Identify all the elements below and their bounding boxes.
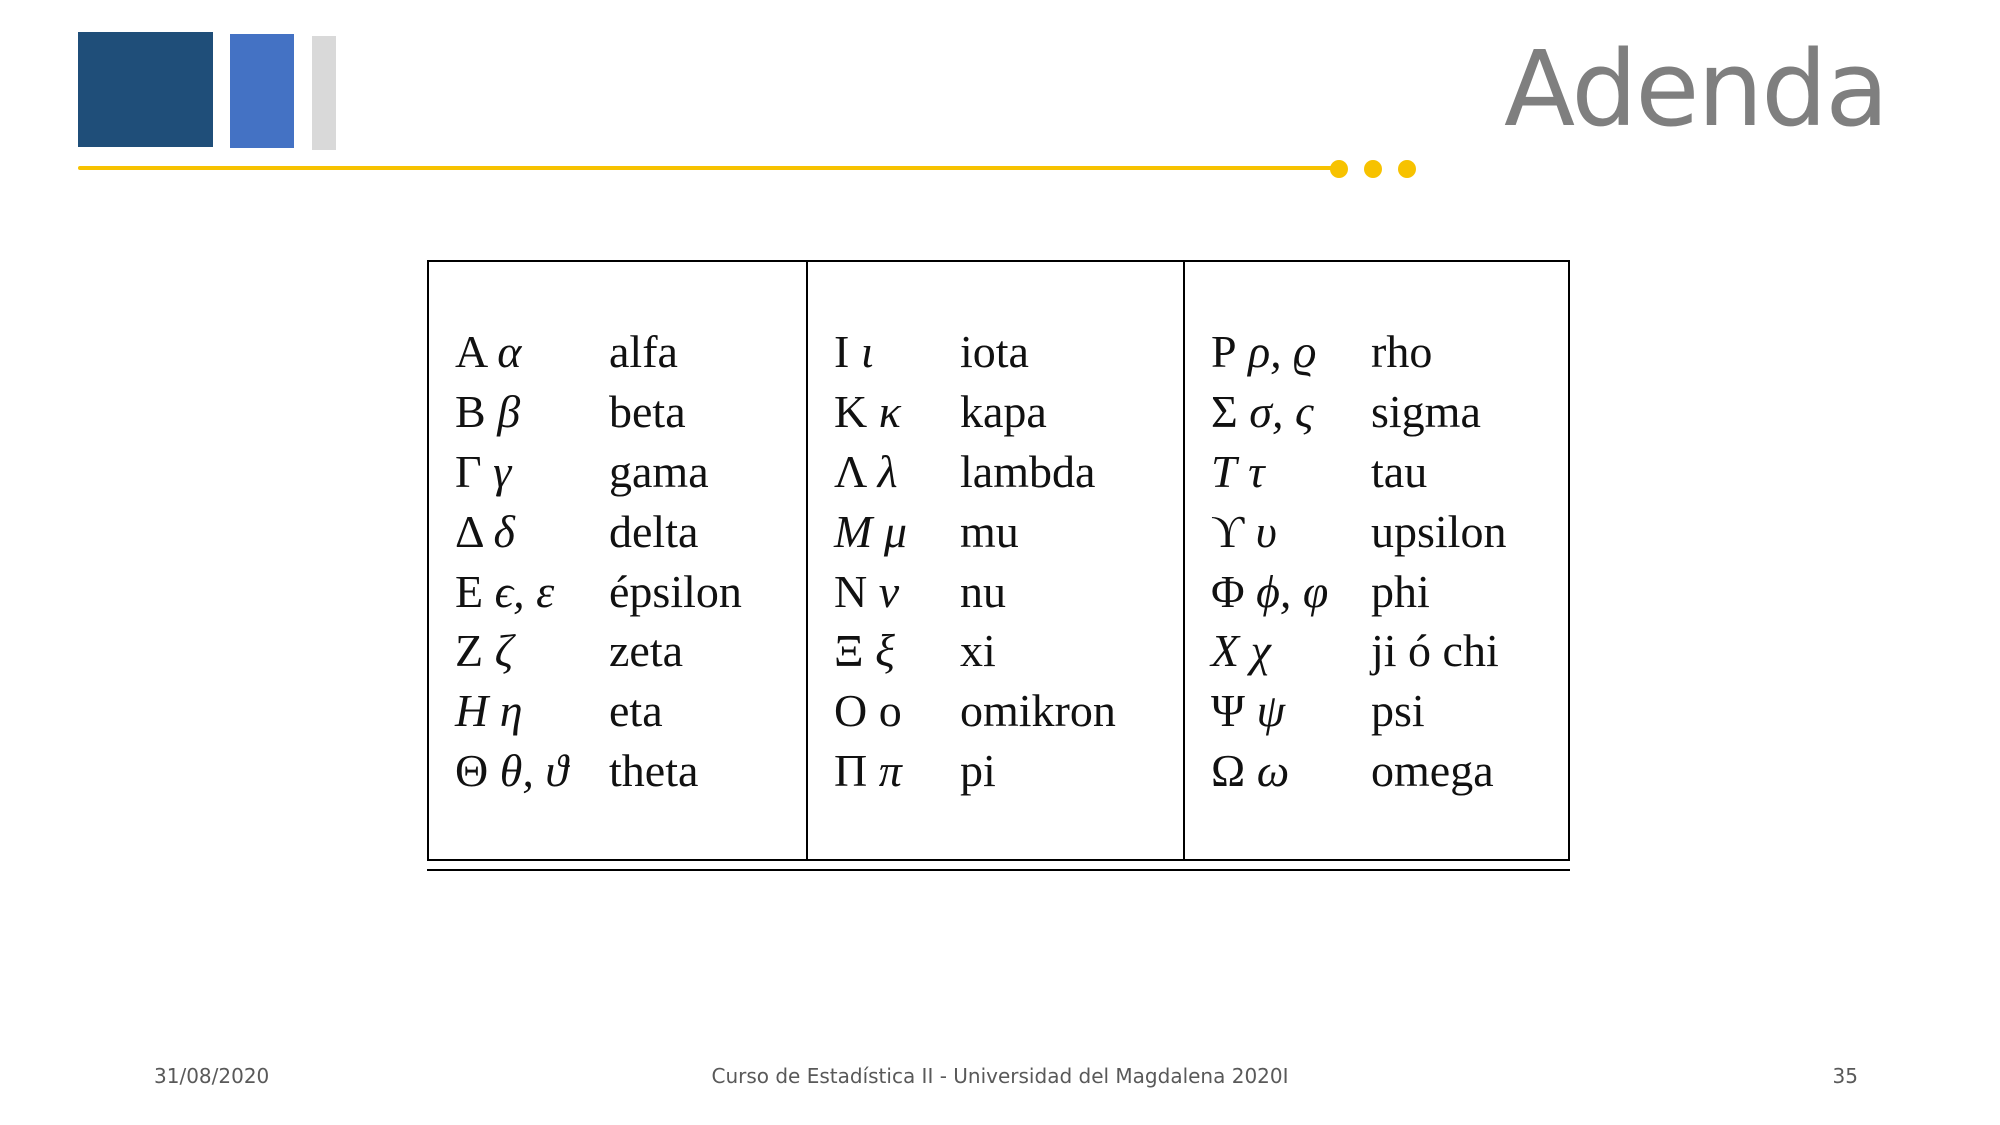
letter-symbols: Ζ ζ <box>455 625 514 677</box>
greek-letter-row <box>808 681 1183 741</box>
letter-name: nu <box>960 565 1006 617</box>
letter-symbols: M μ <box>834 505 907 557</box>
letter-symbols: Π π <box>834 744 902 796</box>
greek-letter-row <box>1185 681 1568 741</box>
letter-symbols: T τ <box>1211 445 1265 497</box>
letter-name: xi <box>960 625 996 677</box>
greek-letter-row <box>429 561 806 621</box>
table-column-1 <box>429 262 806 859</box>
greek-letter-row <box>808 322 1183 382</box>
decor-bar-gray <box>312 36 336 150</box>
greek-letter-row <box>1185 382 1568 442</box>
footer-course: Curso de Estadística II - Universidad del Magdalena 2020I <box>711 1064 1289 1088</box>
letter-symbols: Φ ϕ, φ <box>1211 565 1329 617</box>
letter-symbols: H η <box>455 685 523 737</box>
letter-symbols: Α α <box>455 326 522 378</box>
greek-letter-row <box>808 501 1183 561</box>
letter-name: tau <box>1371 445 1428 497</box>
footer-page-number: 35 <box>1832 1064 1858 1088</box>
letter-symbols: Ρ ρ, ϱ <box>1211 326 1317 378</box>
greek-letter-row <box>429 501 806 561</box>
letter-symbols: Λ λ <box>834 445 898 497</box>
letter-symbols: Ω ω <box>1211 744 1290 796</box>
table-bottom-rule <box>427 869 1570 871</box>
header-dot <box>1398 160 1416 178</box>
letter-name: phi <box>1371 565 1430 617</box>
table-column-3 <box>1183 262 1568 859</box>
greek-letter-row <box>429 621 806 681</box>
greek-letter-row <box>808 382 1183 442</box>
greek-letter-row <box>429 382 806 442</box>
letter-symbols: Ε ϵ, ε <box>455 565 555 617</box>
greek-letter-row <box>808 741 1183 801</box>
letter-name: iota <box>960 326 1029 378</box>
letter-symbols: Ξ ξ <box>834 625 895 677</box>
letter-name: ji ó chi <box>1371 625 1499 677</box>
letter-name: rho <box>1371 326 1433 378</box>
greek-letter-row <box>1185 741 1568 801</box>
table-column-2 <box>806 262 1183 859</box>
letter-name: omikron <box>960 685 1116 737</box>
letter-symbols: Β β <box>455 386 521 438</box>
letter-name: alfa <box>609 326 678 378</box>
greek-letter-row <box>429 681 806 741</box>
letter-name: omega <box>1371 744 1494 796</box>
letter-name: sigma <box>1371 386 1481 438</box>
letter-symbols: Κ κ <box>834 386 901 438</box>
greek-letter-row <box>1185 561 1568 621</box>
letter-symbols: Σ σ, ς <box>1211 386 1314 438</box>
greek-letter-row <box>1185 501 1568 561</box>
header-dot <box>1330 160 1348 178</box>
greek-letter-row <box>429 741 806 801</box>
letter-symbols: Ο ο <box>834 685 902 737</box>
greek-alphabet-table <box>427 260 1570 861</box>
decor-square-dark-blue <box>78 32 213 147</box>
letter-name: pi <box>960 744 996 796</box>
letter-name: mu <box>960 505 1019 557</box>
letter-symbols: X χ <box>1211 625 1271 677</box>
letter-name: delta <box>609 505 699 557</box>
letter-name: eta <box>609 685 663 737</box>
letter-name: beta <box>609 386 686 438</box>
letter-name: psi <box>1371 685 1425 737</box>
letter-name: upsilon <box>1371 505 1507 557</box>
letter-name: zeta <box>609 625 684 677</box>
letter-symbols: Δ δ <box>455 505 515 557</box>
greek-letter-row <box>808 621 1183 681</box>
letter-symbols: Ν ν <box>834 565 900 617</box>
letter-symbols: ϒ υ <box>1211 505 1277 557</box>
greek-letter-row <box>1185 442 1568 502</box>
letter-name: kapa <box>960 386 1047 438</box>
letter-name: theta <box>609 744 699 796</box>
greek-letter-row <box>1185 322 1568 382</box>
letter-symbols: Ι ι <box>834 326 874 378</box>
greek-letter-row <box>808 442 1183 502</box>
header-rule-line <box>78 166 1340 170</box>
decor-square-blue <box>230 34 294 148</box>
letter-name: lambda <box>960 445 1096 497</box>
letter-symbols: Ψ ψ <box>1211 685 1286 737</box>
header-dot <box>1364 160 1382 178</box>
greek-letter-row <box>808 561 1183 621</box>
letter-name: gama <box>609 445 709 497</box>
letter-symbols: Γ γ <box>455 445 512 497</box>
greek-letter-row <box>1185 621 1568 681</box>
letter-symbols: Θ θ, ϑ <box>455 744 568 796</box>
footer-date: 31/08/2020 <box>154 1064 270 1088</box>
letter-name: épsilon <box>609 565 742 617</box>
greek-letter-row <box>429 442 806 502</box>
slide-title: Adenda <box>1504 28 1887 150</box>
greek-letter-row <box>429 322 806 382</box>
